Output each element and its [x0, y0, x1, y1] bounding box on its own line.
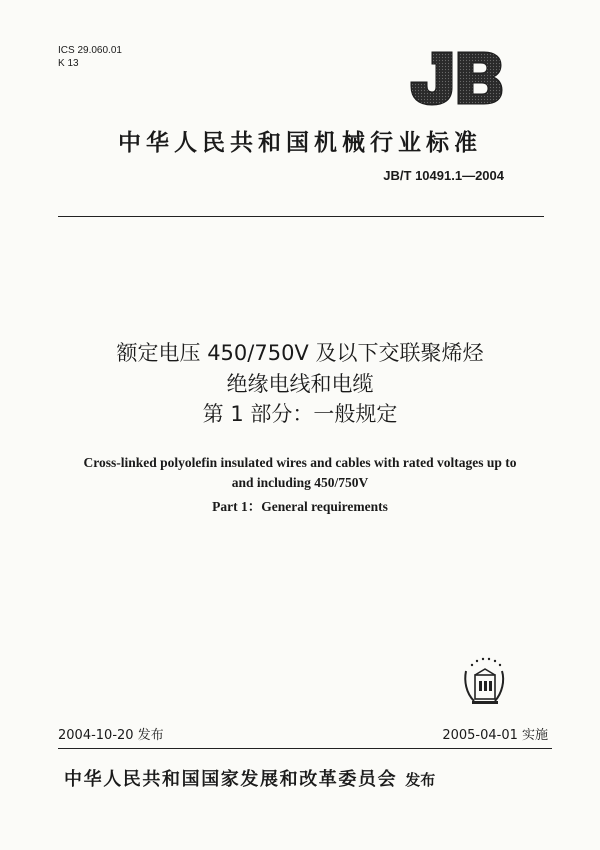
- publisher-action: 发布: [405, 771, 436, 789]
- classification-codes: [58, 44, 122, 70]
- issue-date: 2004-10-20 发布: [58, 728, 164, 743]
- ccs-code: K 13: [58, 58, 79, 69]
- jb-logo: [408, 50, 504, 106]
- implementation-date: 2005-04-01 实施: [442, 728, 548, 743]
- ics-code: ICS 29.060.01: [58, 45, 122, 56]
- title-cn-line1: 额定电压 450/750V 及以下交联聚烯烃: [116, 341, 484, 365]
- title-en-line2: and including 450/750V: [231, 475, 369, 490]
- publisher-line: [64, 765, 435, 791]
- title-en-line3: Part 1：General requirements: [212, 499, 388, 514]
- title-cn-line3: 第 1 部分：一般规定: [202, 402, 398, 426]
- publisher-org: 中华人民共和国国家发展和改革委员会: [64, 769, 398, 790]
- header-divider: [58, 216, 544, 217]
- title-en-line1: Cross-linked polyolefin insulated wires and cables with rated voltages up to: [83, 455, 517, 470]
- industry-standard-title: 中华人民共和国机械行业标准: [118, 130, 482, 156]
- standard-number: JB/T 10491.1—2004: [383, 168, 504, 183]
- footer-divider: [58, 748, 552, 749]
- title-cn-line2: 绝缘电线和电缆: [226, 372, 374, 396]
- publisher-seal-icon: [462, 657, 508, 707]
